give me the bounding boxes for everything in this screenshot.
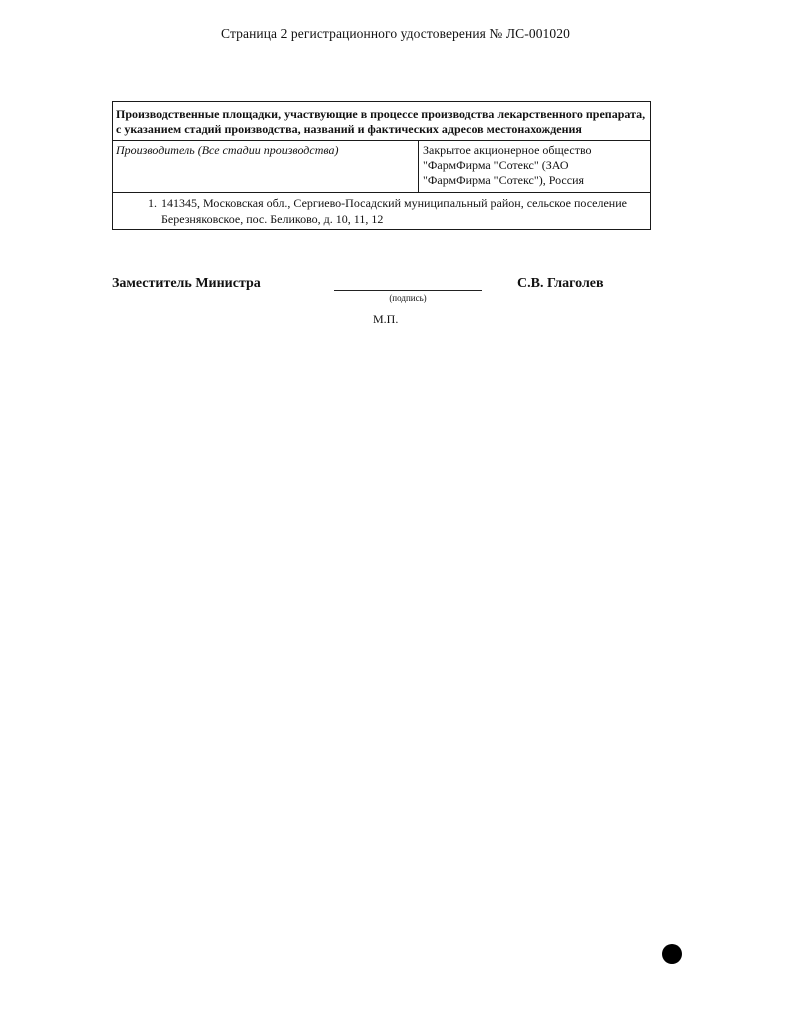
signature-line bbox=[334, 290, 482, 291]
address-row bbox=[113, 193, 650, 229]
address-text bbox=[161, 195, 646, 227]
manufacturer-name-line: "ФармФирма "Сотекс"), Россия bbox=[423, 173, 585, 187]
page-header: Страница 2 регистрационного удостоверения № ЛС-001020 bbox=[221, 26, 570, 41]
manufacturer-row bbox=[113, 141, 650, 193]
manufacturer-role: Производитель (Все стадии производства) bbox=[113, 141, 419, 192]
address-line: Березняковское, пос. Беликово, д. 10, 11, 12 bbox=[161, 212, 384, 226]
signature-caption: (подпись) bbox=[389, 293, 427, 303]
manufacturer-name bbox=[419, 141, 650, 192]
signer-name: С.В. Глаголев bbox=[517, 276, 604, 291]
page-marker-dot bbox=[662, 944, 682, 964]
signer-title: Заместитель Министра bbox=[112, 276, 261, 291]
table-heading: Производственные площадки, участвующие в процессе производства лекарственного препарата, с указанием стадий производства, названий и фактических адресов местонахождения bbox=[113, 102, 650, 141]
address-line: 141345, Московская обл., Сергиево-Посадский муниципальный район, сельское поселение bbox=[161, 196, 627, 210]
signature-block bbox=[112, 276, 622, 336]
stamp-place-label: М.П. bbox=[373, 312, 399, 326]
address-index: 1. bbox=[148, 196, 157, 210]
manufacturer-name-line: Закрытое акционерное общество bbox=[423, 143, 592, 157]
manufacturer-name-line: "ФармФирма "Сотекс" (ЗАО bbox=[423, 158, 569, 172]
production-sites-table bbox=[112, 101, 651, 230]
